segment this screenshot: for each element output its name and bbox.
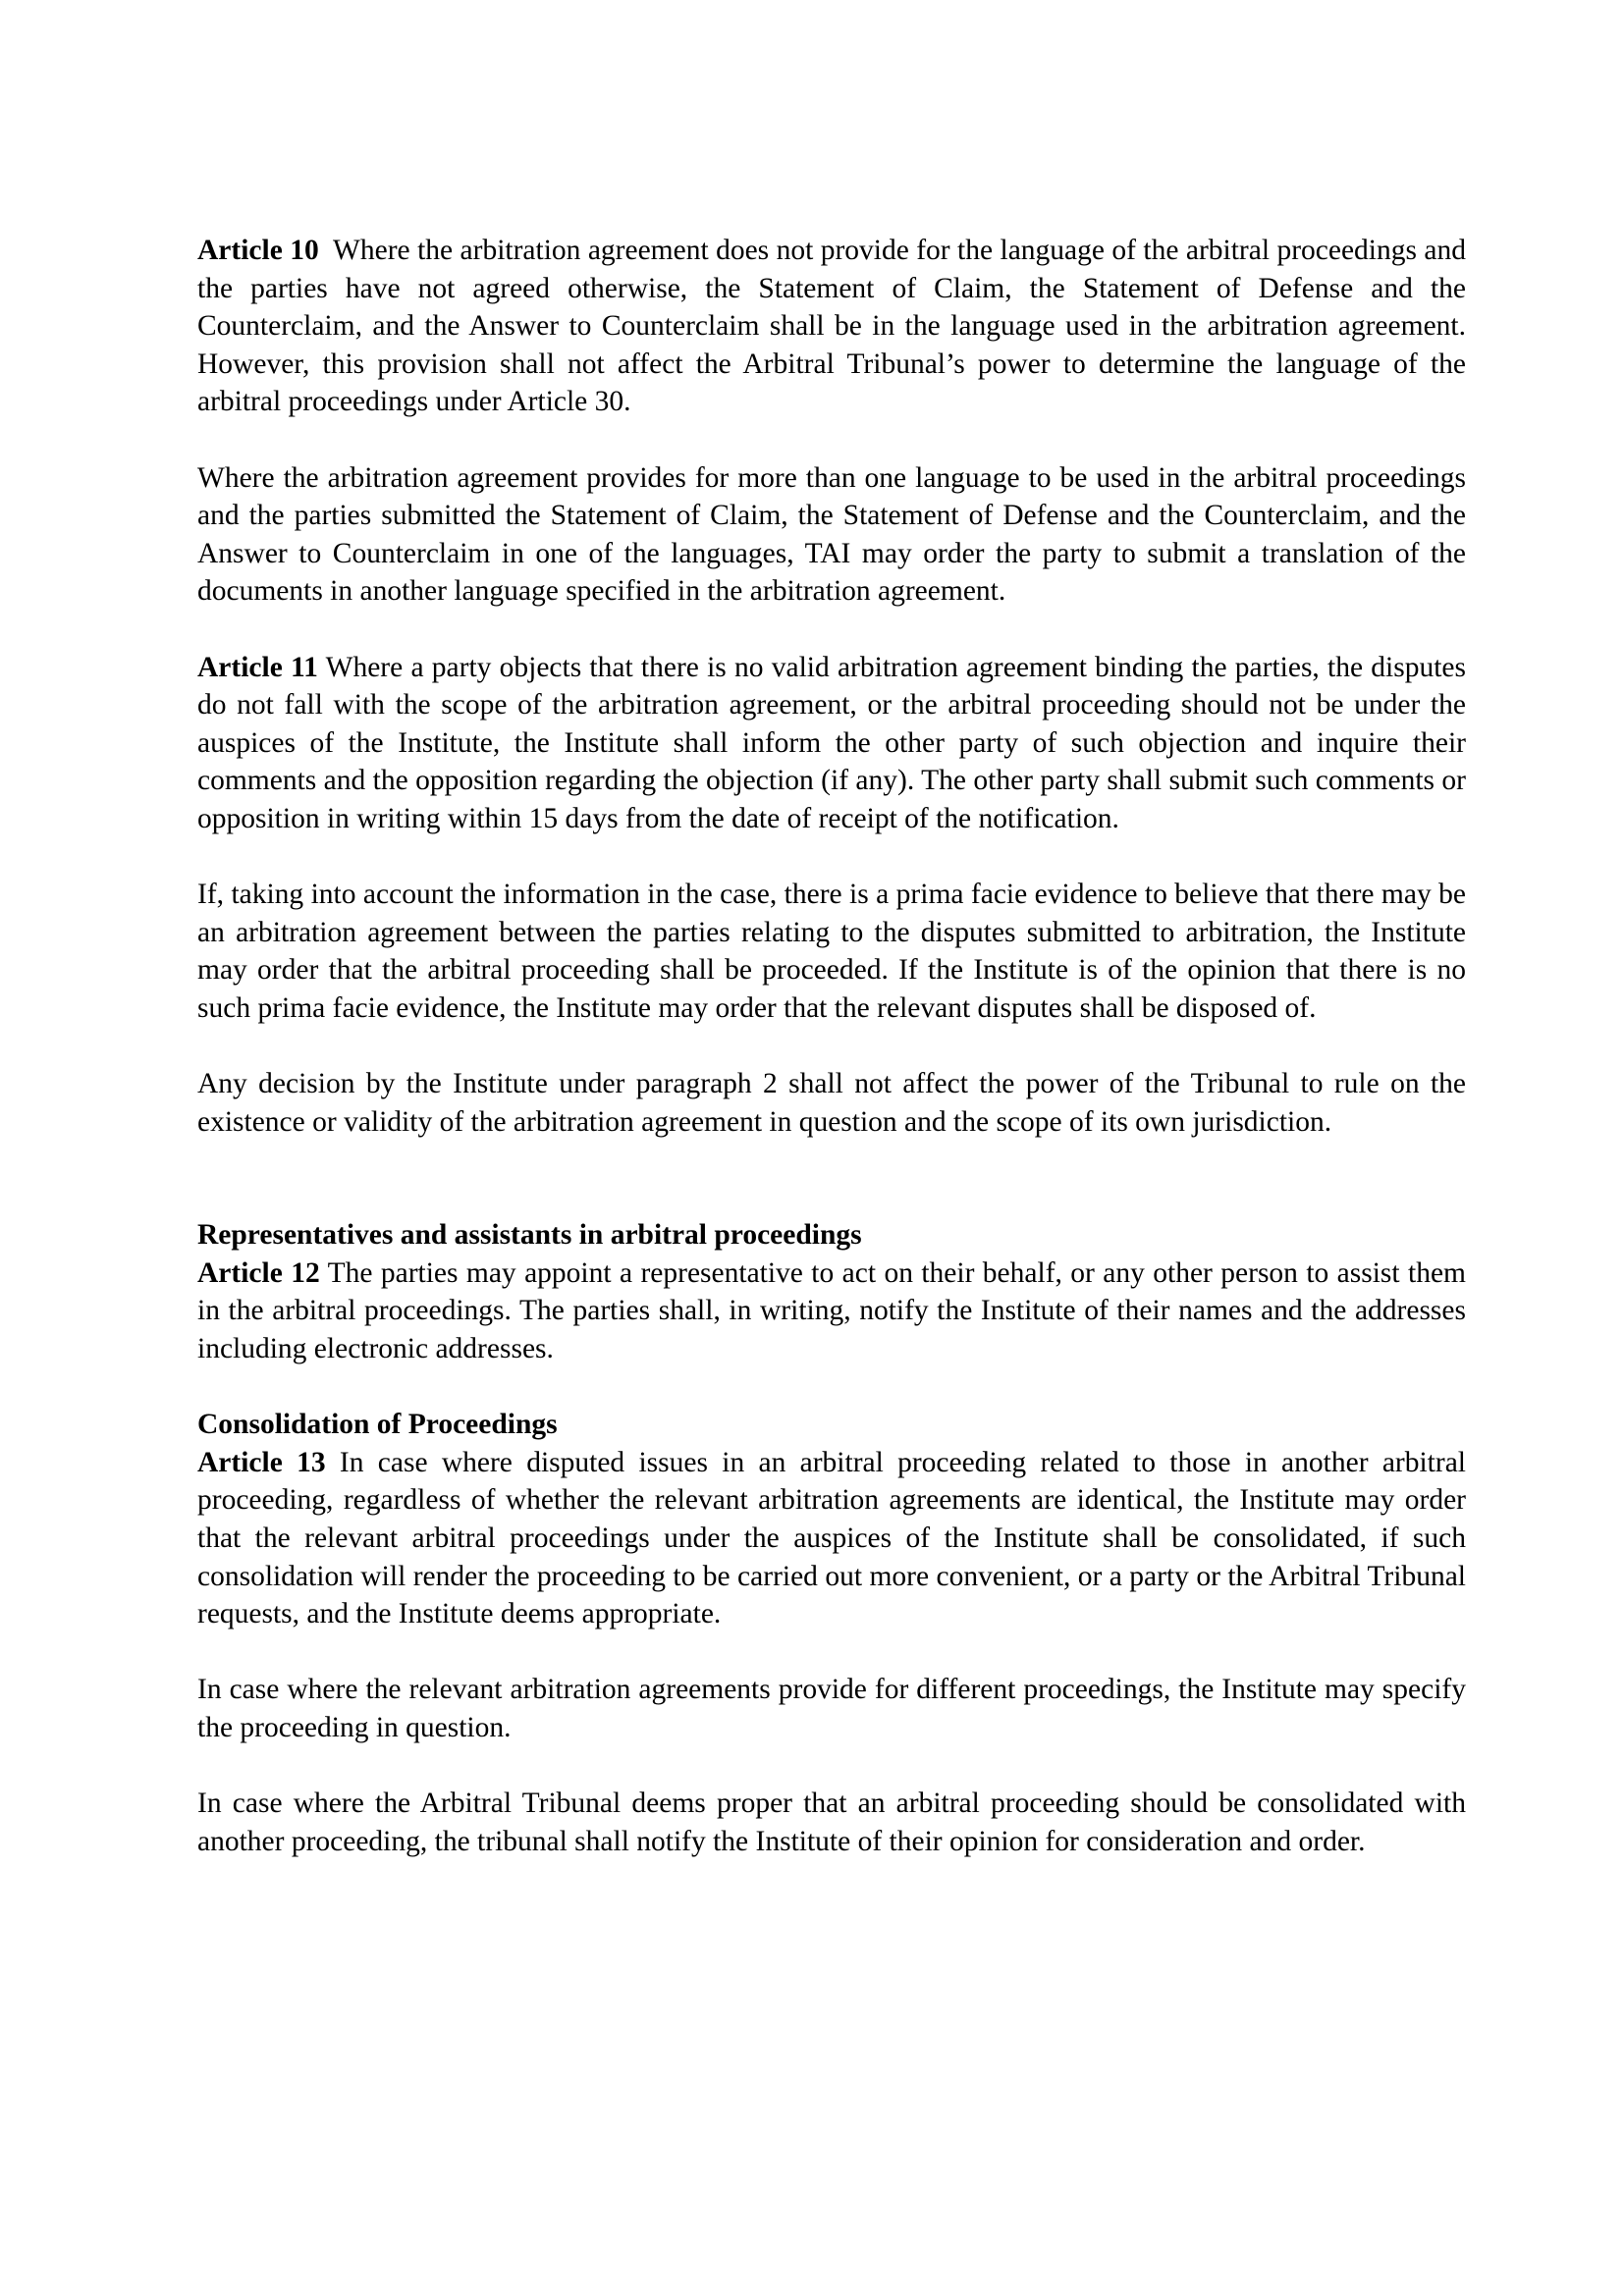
article-10-paragraph-1: [197, 232, 1481, 421]
paragraph-spacer: [197, 1633, 1466, 1672]
article-10-paragraph-2: Where the arbitration agreement provides for more than one language to be used in the arbitral proceedings and the parties submitted the Statement of Claim, the Statement of Defense and the Counterclaim, and the Answer to Counterclaim in one of the languages, TAI may order the party to submit a translation of the documents in another language specified in the arbitration agreement.: [197, 461, 1466, 608]
article-12-paragraph-1: [197, 1255, 1466, 1368]
article-11-label: Article 11: [197, 651, 318, 683]
article-11-text-1: Where a party objects that there is no valid arbitration agreement binding the parties, the disputes do not fall with the scope of the arbitration agreement, or the arbitral proceeding should not be under the auspices of the Institute, the Institute shall inform the other party of such objection and inquire their comments and the opposition regarding the objection (if any). The other party shall submit such comments or opposition in writing within 15 days from the date of receipt of the notification.: [197, 651, 1466, 834]
article-13-label: Article 13: [197, 1446, 326, 1478]
paragraph-spacer: [197, 838, 1466, 877]
article-13-paragraph-2: In case where the relevant arbitration agreements provide for different proceedings, the Institute may specify the proceeding in question.: [197, 1674, 1466, 1743]
article-13-paragraph-1: [197, 1444, 1466, 1633]
section-spacer: [197, 1141, 1466, 1216]
article-13-text-1: In case where disputed issues in an arbitral proceeding related to those in another arbitral proceeding, regardless of whether the relevant arbitration agreements are identical, the Institute may order that the relevant arbitral proceedings under the auspices of the Institute shall be consolidated, if such consolidation will render the proceeding to be carried out more convenient, or a party or the Arbitral Tribunal requests, and the Institute deems appropriate.: [197, 1446, 1466, 1630]
article-10-label: Article 10: [197, 235, 319, 266]
paragraph-spacer: [197, 421, 1466, 459]
article-11-paragraph-1: [197, 649, 1466, 838]
section-heading-consolidation: Consolidation of Proceedings: [197, 1409, 558, 1441]
article-11-paragraph-2: If, taking into account the information in the case, there is a prima facie evidence to believe that there may be an arbitration agreement between the parties relating to the disputes submitted to arbitration, the Institute may order that the arbitral proceeding shall be proceeded. If the Institute is of the opinion that there is no such prima facie evidence, the Institute may order that the relevant disputes shall be disposed of.: [197, 879, 1466, 1024]
article-12-label: Article 12: [197, 1256, 320, 1289]
document-page: [197, 232, 1481, 1860]
paragraph-spacer: [197, 1368, 1466, 1407]
article-13-paragraph-3: In case where the Arbitral Tribunal deems proper that an arbitral proceeding should be consolidated with another proceeding, the tribunal shall notify the Institute of their opinion for consideration and order.: [197, 1788, 1466, 1857]
paragraph-spacer: [197, 1747, 1466, 1786]
article-11-paragraph-3: Any decision by the Institute under paragraph 2 shall not affect the power of the Tribunal to rule on the existence or validity of the arbitration agreement in question and the scope of its own jurisdiction.: [197, 1068, 1466, 1138]
paragraph-spacer: [197, 611, 1466, 649]
paragraph-spacer: [197, 1027, 1466, 1065]
article-12-text-1: The parties may appoint a representative to act on their behalf, or any other person to assist them in the arbitral proceedings. The parties shall, in writing, notify the Institute of their names and the addresses including electronic addresses.: [197, 1256, 1466, 1365]
section-heading-representatives: Representatives and assistants in arbitral proceedings: [197, 1219, 862, 1252]
article-10-text-1: Where the arbitration agreement does not provide for the language of the arbitral proceedings and the parties have not agreed otherwise, the Statement of Claim, the Statement of Defense and the Counterclaim, and the Answer to Counterclaim shall be in the language used in the arbitration agreement. However, this provision shall not affect the Arbitral Tribunal’s power to determine the language of the arbitral proceedings under Article 30.: [197, 235, 1481, 418]
